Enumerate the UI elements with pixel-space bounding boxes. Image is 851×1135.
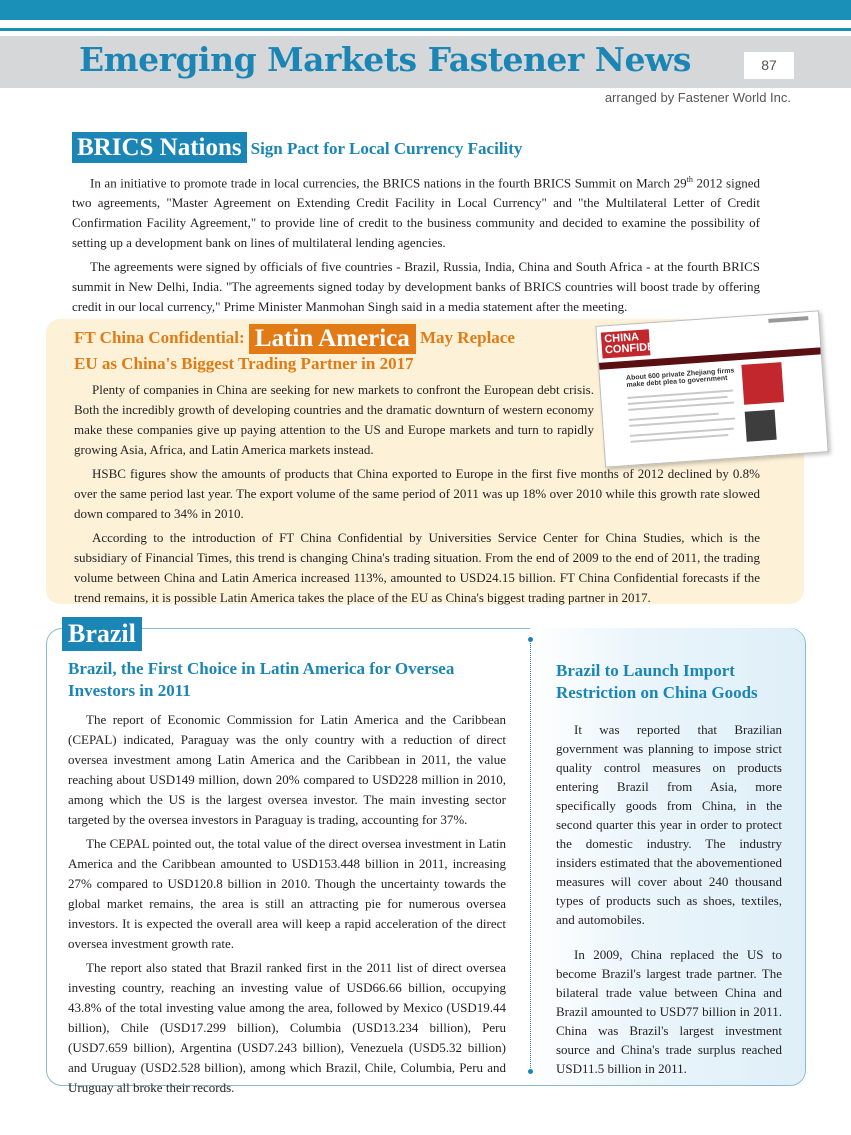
brics-subtitle: Sign Pact for Local Currency Facility [250,139,523,158]
latam-paragraph-2: HSBC figures show the amounts of products that China exported to Europe in the first five months of 2012 declined by 0.8% over the same period last year. The export volume of the same period of 2011 was up 18% over 2010 while this growth rate slowed down compared to 34% in 2010. [74,466,760,521]
brazil-import-article [556,660,782,1094]
brics-headline [72,132,760,166]
china-confidential-logo: CHINA CONFIDENTIAL [601,329,651,358]
screenshot-side-banner [741,362,784,405]
brics-tag: BRICS Nations [72,132,247,163]
brics-paragraph-1: In an initiative to promote trade in local currencies, the BRICS nations in the fourth BRICS Summit on March 29th 2012 signed two agreements, "Master Agreement on Extending Credit Facility in Local Currency" and "the Multilateral Letter of Credit Confirmation Facility Agreement," to provide line of credit to the business community and decided to examine the possibility of setting up a development bank on lines of multilateral lending agencies. [72,175,760,251]
screenshot-side-image [745,410,777,442]
brazil-investment-title: Brazil, the First Choice in Latin America for Oversea Investors in 2011 [68,659,455,700]
latam-headline-suffix: May Replace [420,328,515,347]
brazil-import-paragraph-2: In 2009, China replaced the US to become Brazil's largest trade partner. The bilateral trade value between China and Brazil amounted to USD77 billion in 2011. China was Brazil's largest investment source and China's trade surplus reached USD11.5 billion in 2011. [556,947,782,1076]
screenshot-headline: About 600 private Zhejiang firms make debt plea to government [625,367,735,389]
brazil-investment-paragraph-2: The CEPAL pointed out, the total value of the direct oversea investment in Latin America and the Caribbean amounted to USD153.448 billion in 2011, increasing 27% compared to USD120.8 billion in 2010. Though the uncertainty towards the global market remains, the area is still an attracting pie for numerous oversea investors. It is expected the overall area will keep a rapid acceleration of the direct oversea investment growth rate. [68,836,506,951]
divider-dot-bottom [528,1069,533,1074]
latam-headline-prefix: FT China Confidential: [74,328,245,347]
brazil-investment-paragraph-3: The report also stated that Brazil ranked first in the 2011 list of direct oversea investing country, reaching an investing value of USD66.66 billion, occupying 43.8% of the total investing value among the area, followed by Mexico (USD19.44 billion), Chile (USD17.299 billion), Columbia (USD13.234 billion), Peru (USD7.659 billion), Argentina (USD7.243 billion), Venezuela (USD5.32 billion) and Uruguay (USD2.528 billion), among which Brazil, Chile, Columbia, Peru and Uruguay all broke their records. [68,960,506,1095]
latam-headline-line2: EU as China's Biggest Trading Partner in 2017 [74,354,414,373]
brazil-investment-paragraph-1: The report of Economic Commission for Latin America and the Caribbean (CEPAL) indicated, Paraguay was the only country with a reduction of direct oversea investment among Latin America and the Caribbean in 2011, the value reaching about USD149 million, down 20% compared to USD228 million in 2010, among which the US is the largest oversea investor. The main investing sector targeted by the oversea investors in Paraguay is trading, accounting for 37%. [68,712,506,827]
latam-tag: Latin America [249,324,416,354]
top-color-bar [0,0,851,20]
credit-line: arranged by Fastener World Inc. [604,90,791,105]
brazil-import-title: Brazil to Launch Import Restriction on China Goods [556,661,758,702]
column-divider [530,640,532,1072]
brics-paragraph-2: The agreements were signed by officials of five countries - Brazil, Russia, India, China and South Africa - at the fourth BRICS summit in New Delhi, India. "The agreements signed today by development banks of BRICS countries will boost trade by offering credit in our local currency," Prime Minister Manmohan Singh said in a media statement after the meeting. [72,259,760,315]
divider-dot-top [528,637,533,642]
page-number: 87 [744,52,794,79]
brazil-import-paragraph-1: It was reported that Brazilian government was planning to impose strict quality control measures on products entering Brazil from Asia, more specifically goods from China, in the second quarter this year in order to protect the domestic industry. The industry insiders estimated that the abovementioned measures will cover about 240 thousand types of products such as shoes, textiles, and automobiles. [556,722,782,927]
brics-article [72,132,760,321]
top-rule [0,28,851,31]
latam-paragraph-3: According to the introduction of FT China Confidential by Universities Service Center for China Studies, which is the subsidiary of Financial Times, this trend is changing China's trading situation. From the end of 2009 to the end of 2011, the trading volume between China and Latin America increased 113%, amounted to USD24.15 billion. FT China Confidential forecasts if the trend remains, it is possible Latin America takes the place of the EU as China's biggest trading partner in 2017. [74,530,760,605]
publication-title: Emerging Markets Fastener News [79,40,691,79]
brazil-investment-article [68,658,506,1102]
latam-paragraph-1: Plenty of companies in China are seeking for new markets to confront the European debt crisis. Both the incredibly growth of developing countries and the dramatic downturn of western economy make these companies give up paying attention to the US and Europe markets and turn to rapidly growing Asia, Africa, and Latin America markets instead. [74,382,594,457]
brazil-tag: Brazil [62,617,142,651]
china-confidential-screenshot-image [595,310,828,467]
